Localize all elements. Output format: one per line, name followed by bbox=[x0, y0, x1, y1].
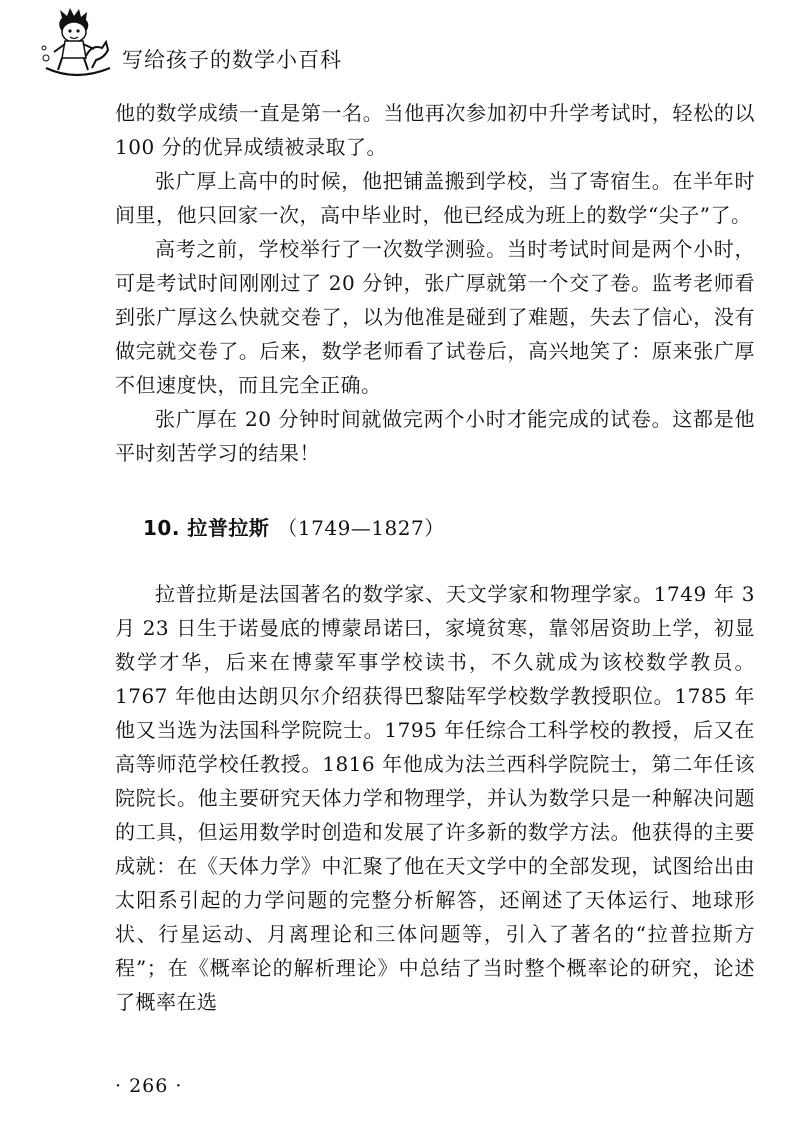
section-years: （1749—1827） bbox=[277, 516, 445, 540]
page-number: · 266 · bbox=[115, 1075, 183, 1097]
section-number: 10. bbox=[143, 516, 180, 540]
paragraph: 他的数学成绩一直是第一名。当他再次参加初中升学考试时，轻松的以100 分的优异成绩被录取了。 bbox=[115, 101, 755, 159]
book-title: 写给孩子的数学小百科 bbox=[122, 48, 342, 72]
child-on-rocking-horse-icon bbox=[40, 8, 135, 80]
page-header bbox=[40, 8, 780, 78]
paragraph: 拉普拉斯是法国著名的数学家、天文学家和物理学家。1749 年 3 月 23 日生于诺曼底的博蒙昂诺曰，家境贫寒，靠邻居资助上学，初显数学才华，后来在博蒙军事学校读书，不久就成为该校数学教员。1767 年他由达朗贝尔介绍获得巴黎陆军学校数学教授职位。1785 年他又当选为法国科学院院士。1795 年任综合工科学校的教授，后又在高等师范学校任教授。1816 年他成为法兰西科学院院士，第二年任该院院长。他主要研究天体力学和物理学，并认为数学只是一种解决问题的工具，但运用数学时创造和发展了许多新的数学方法。他获得的主要成就：在《天体力学》中汇聚了他在天文学中的全部发现，试图给出由太阳系引起的力学问题的完整分析解答，还阐述了天体运行、地球形状、行星运动、月离理论和三体问题等，引入了著名的“拉普拉斯方程”；在《概率论的解析理论》中总结了当时整个概率论的研究，论述了概率在选 bbox=[115, 582, 755, 1014]
section-heading bbox=[143, 511, 755, 545]
paragraph: 张广厚上高中的时候，他把铺盖搬到学校，当了寄宿生。在半年时间里，他只回家一次，高中毕业时，他已经成为班上的数学“尖子”了。 bbox=[115, 169, 755, 227]
page-body bbox=[115, 96, 755, 1019]
section-title: 拉普拉斯 bbox=[187, 516, 270, 540]
paragraph: 高考之前，学校举行了一次数学测验。当时考试时间是两个小时，可是考试时间刚刚过了 20 分钟，张广厚就第一个交了卷。监考老师看到张广厚这么快就交卷了，以为他准是碰到了难题，失去了信心，没有做完就交卷了。后来，数学老师看了试卷后，高兴地笑了：原来张广厚不但速度快，而且完全正确。 bbox=[115, 237, 755, 397]
paragraph: 张广厚在 20 分钟时间就做完两个小时才能完成的试卷。这都是他平时刻苦学习的结果！ bbox=[115, 407, 755, 465]
